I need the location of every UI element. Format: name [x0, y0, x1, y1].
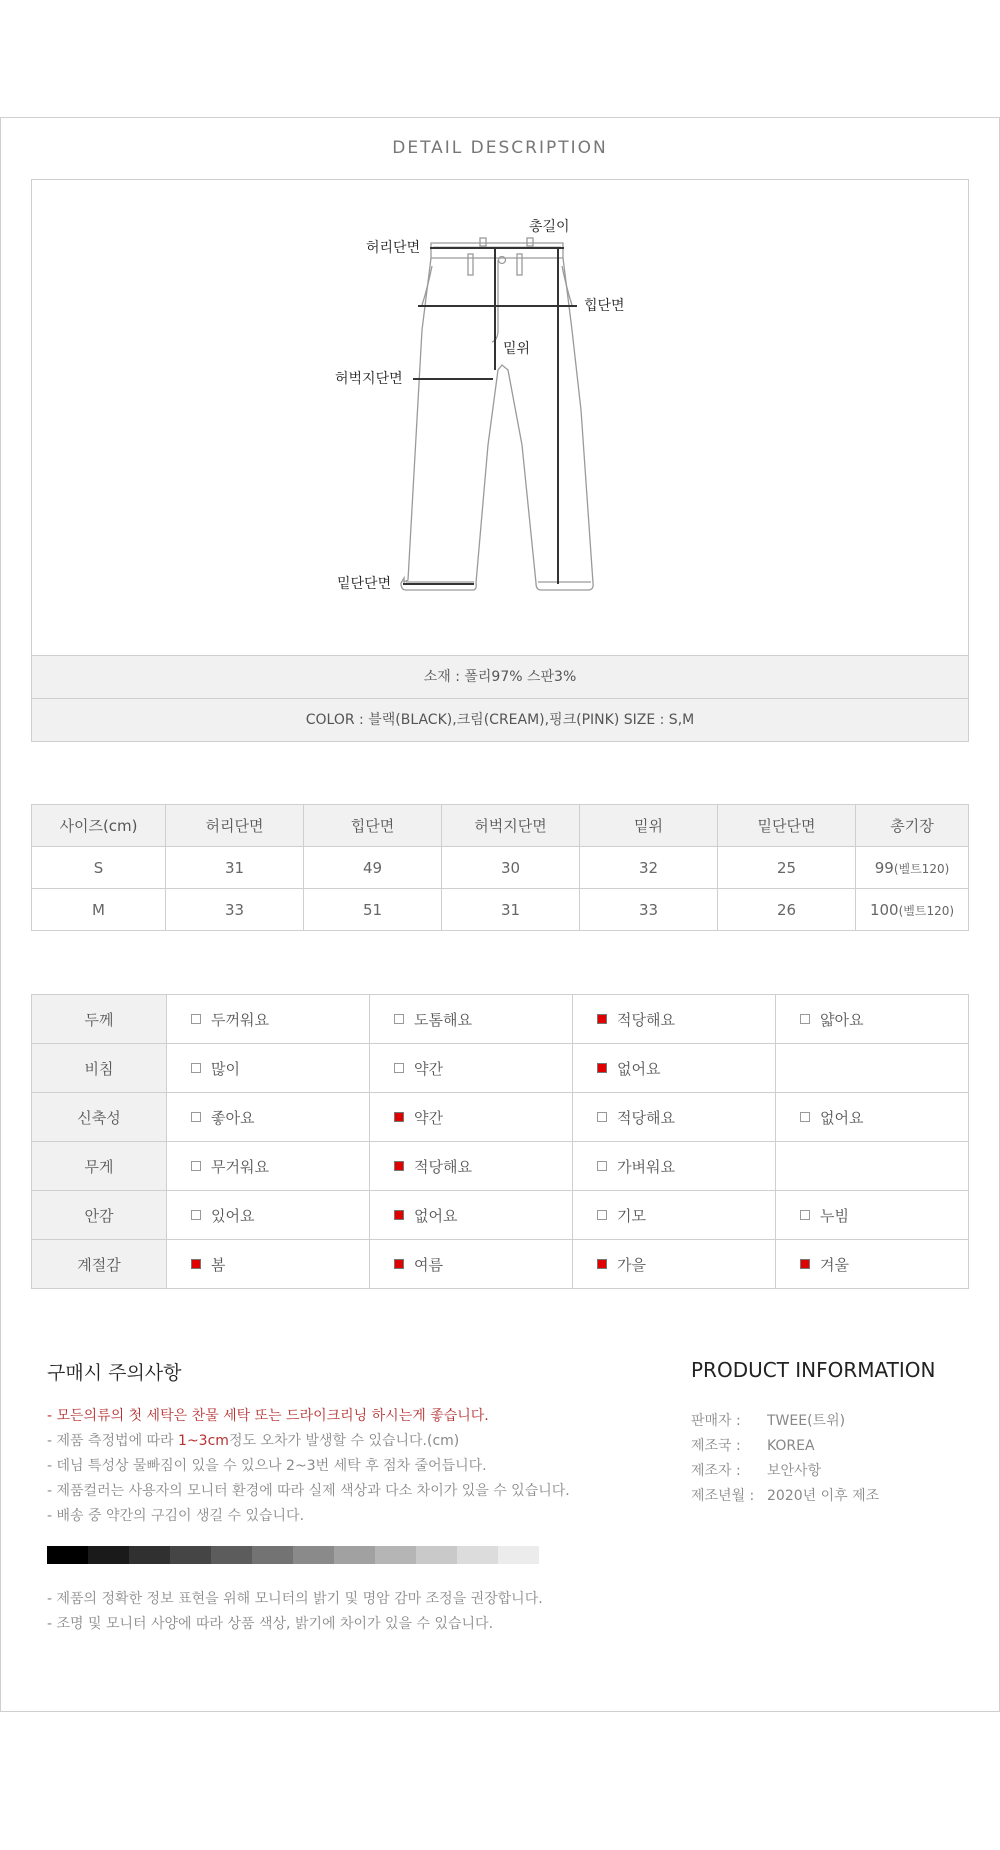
thigh-cell: 30 [442, 847, 580, 889]
rise-label: 밑위 [503, 341, 531, 357]
material-row: 소재 : 폴리97% 스판3% [32, 655, 968, 698]
color-size-row: COLOR : 블랙(BLACK),크림(CREAM),핑크(PINK) SIZE : S,M [32, 698, 968, 741]
unchecked-box-icon [191, 1112, 201, 1122]
waist-label: 허리단면 [366, 240, 421, 256]
gray-swatch [416, 1546, 457, 1564]
feel-option-label: 여름 [414, 1255, 443, 1274]
feel-option-cell [776, 1142, 969, 1191]
feel-option-cell [776, 995, 969, 1044]
feel-option-cell [573, 1191, 776, 1240]
total-length-label: 총길이 [529, 219, 570, 235]
unchecked-box-icon [597, 1112, 607, 1122]
feel-option-label: 도톰해요 [414, 1010, 472, 1029]
pants-waistband [431, 243, 563, 258]
feel-row [32, 1191, 969, 1240]
unchecked-box-icon [191, 1063, 201, 1073]
checked-box-icon [800, 1259, 810, 1269]
gray-swatch [211, 1546, 252, 1564]
feel-option-cell [167, 1240, 370, 1289]
feel-option-label: 얇아요 [820, 1010, 864, 1029]
notice-line: - 제품의 정확한 정보 표현을 위해 모니터의 밝기 및 명암 감마 조정을 권장합니다. [47, 1591, 543, 1607]
notice-line: - 조명 및 모니터 사양에 따라 상품 색상, 밝기에 차이가 있을 수 있습니다. [47, 1616, 494, 1632]
hem-label: 밑단단면 [337, 576, 392, 592]
feel-option-label: 적당해요 [617, 1108, 675, 1127]
length-note: (벨트120) [893, 861, 950, 876]
hip-cell: 49 [304, 847, 442, 889]
info-key: 판매자 : [691, 1413, 741, 1429]
notice-line: - 배송 중 약간의 구김이 생길 수 있습니다. [47, 1508, 305, 1524]
notice-line-text: - 제품 측정법에 따라 [47, 1433, 179, 1449]
feel-option-label: 좋아요 [211, 1108, 255, 1127]
thigh-cell: 31 [442, 889, 580, 931]
info-key: 제조년월 : [691, 1488, 755, 1504]
length-cell [856, 889, 969, 931]
gray-swatch [252, 1546, 293, 1564]
feel-option-cell [776, 1240, 969, 1289]
feel-option-cell [776, 1044, 969, 1093]
length-note: (벨트120) [898, 903, 955, 918]
gray-swatch [47, 1546, 88, 1564]
pants-outline [401, 258, 593, 590]
feel-option-label: 겨울 [820, 1255, 849, 1274]
gray-swatch [170, 1546, 211, 1564]
rise-cell: 33 [580, 889, 718, 931]
info-value: 2020년 이후 제조 [767, 1488, 880, 1504]
size-table-header [32, 805, 969, 847]
info-value: KOREA [767, 1438, 815, 1454]
feel-option-cell [167, 1044, 370, 1093]
length-cell [856, 847, 969, 889]
unchecked-box-icon [191, 1161, 201, 1171]
unchecked-box-icon [800, 1112, 810, 1122]
waist-cell: 33 [166, 889, 304, 931]
feel-row [32, 1240, 969, 1289]
gray-swatch [457, 1546, 498, 1564]
hip-label: 힙단면 [584, 298, 625, 314]
length-value: 100 [869, 900, 899, 919]
size-header-cell: 총기장 [856, 805, 969, 847]
unchecked-box-icon [394, 1063, 404, 1073]
feel-label: 비침 [32, 1044, 167, 1093]
feel-label: 무게 [32, 1142, 167, 1191]
unchecked-box-icon [191, 1014, 201, 1024]
size-header-cell: 허리단면 [166, 805, 304, 847]
feel-option-label: 두꺼워요 [211, 1010, 269, 1029]
size-table [31, 804, 969, 931]
feel-row [32, 995, 969, 1044]
unchecked-box-icon [191, 1210, 201, 1220]
feel-option-cell [573, 995, 776, 1044]
checked-box-icon [597, 1063, 607, 1073]
feel-option-label: 기모 [617, 1206, 646, 1225]
info-key: 제조자 : [691, 1463, 741, 1479]
size-cell: M [32, 889, 166, 931]
unchecked-box-icon [800, 1014, 810, 1024]
product-info-row [691, 1410, 845, 1430]
unchecked-box-icon [597, 1210, 607, 1220]
feel-option-label: 많이 [211, 1059, 240, 1078]
feel-row [32, 1093, 969, 1142]
feel-option-cell [370, 1142, 573, 1191]
gray-swatch [498, 1546, 539, 1564]
feel-label: 두께 [32, 995, 167, 1044]
gray-swatch [375, 1546, 416, 1564]
feel-option-label: 없어요 [820, 1108, 864, 1127]
notice-line: - 모든의류의 첫 세탁은 찬물 세탁 또는 드라이크리닝 하시는게 좋습니다. [47, 1408, 489, 1424]
feel-option-label: 약간 [414, 1059, 443, 1078]
feel-option-cell [573, 1044, 776, 1093]
gray-swatch [129, 1546, 170, 1564]
feel-option-label: 누빔 [820, 1206, 849, 1225]
notice-line: - 데님 특성상 물빠짐이 있을 수 있으나 2~3번 세탁 후 점차 줄어듭니다. [47, 1458, 487, 1474]
notice-highlight: 1~3cm [178, 1433, 229, 1449]
notice-line [47, 1430, 459, 1450]
gray-scale-bar [47, 1546, 539, 1564]
feel-option-cell [573, 1142, 776, 1191]
hem-cell: 26 [718, 889, 856, 931]
feel-option-cell [167, 1093, 370, 1142]
feel-option-label: 적당해요 [617, 1010, 675, 1029]
fabric-feel-table [31, 994, 969, 1289]
feel-option-cell [167, 1191, 370, 1240]
feel-option-cell [776, 1191, 969, 1240]
size-cell: S [32, 847, 166, 889]
table-row [32, 889, 969, 931]
size-header-cell: 힙단면 [304, 805, 442, 847]
unchecked-box-icon [394, 1014, 404, 1024]
info-key: 제조국 : [691, 1438, 741, 1454]
rise-cell: 32 [580, 847, 718, 889]
table-row [32, 847, 969, 889]
feel-option-cell [573, 1093, 776, 1142]
feel-label: 안감 [32, 1191, 167, 1240]
info-value: 보안사항 [767, 1463, 822, 1479]
feel-option-cell [370, 995, 573, 1044]
checked-box-icon [191, 1259, 201, 1269]
feel-row [32, 1142, 969, 1191]
product-info-row [691, 1485, 879, 1505]
feel-option-cell [370, 1044, 573, 1093]
checked-box-icon [394, 1112, 404, 1122]
feel-option-label: 있어요 [211, 1206, 255, 1225]
feel-option-cell [167, 995, 370, 1044]
feel-option-cell [370, 1240, 573, 1289]
unchecked-box-icon [800, 1210, 810, 1220]
notice-line-text: 정도 오차가 발생할 수 있습니다.(cm) [228, 1433, 460, 1449]
feel-option-label: 없어요 [414, 1206, 458, 1225]
unchecked-box-icon [597, 1161, 607, 1171]
notice-line: - 제품컬러는 사용자의 모니터 환경에 따라 실제 색상과 다소 차이가 있을 수 있습니다. [47, 1483, 570, 1499]
checked-box-icon [597, 1259, 607, 1269]
size-diagram-box [31, 179, 969, 742]
feel-option-cell [370, 1093, 573, 1142]
waist-cell: 31 [166, 847, 304, 889]
checked-box-icon [597, 1014, 607, 1024]
notice-title: 구매시 주의사항 [47, 1362, 182, 1384]
feel-option-label: 없어요 [617, 1059, 661, 1078]
size-header-cell: 밑위 [580, 805, 718, 847]
gray-swatch [88, 1546, 129, 1564]
feel-row [32, 1044, 969, 1093]
thigh-label: 허벅지단면 [335, 371, 403, 387]
gray-swatch [334, 1546, 375, 1564]
feel-option-cell [167, 1142, 370, 1191]
size-header-cell: 허벅지단면 [442, 805, 580, 847]
checked-box-icon [394, 1161, 404, 1171]
gray-swatch [293, 1546, 334, 1564]
feel-label: 계절감 [32, 1240, 167, 1289]
section-heading: DETAIL DESCRIPTION [392, 138, 608, 158]
feel-option-label: 가을 [617, 1255, 646, 1274]
feel-option-label: 봄 [211, 1255, 226, 1274]
length-value: 99 [874, 858, 894, 877]
feel-label: 신축성 [32, 1093, 167, 1142]
checked-box-icon [394, 1259, 404, 1269]
feel-option-cell [776, 1093, 969, 1142]
pants-diagram [32, 180, 968, 655]
hem-cell: 25 [718, 847, 856, 889]
feel-option-label: 약간 [414, 1108, 443, 1127]
product-info-row [691, 1460, 821, 1480]
product-info-row [691, 1435, 815, 1455]
feel-option-label: 적당해요 [414, 1157, 472, 1176]
feel-option-cell [573, 1240, 776, 1289]
feel-option-cell [370, 1191, 573, 1240]
size-header-cell: 밑단단면 [718, 805, 856, 847]
info-value: TWEE(트위) [767, 1413, 846, 1429]
product-info-title: PRODUCT INFORMATION [691, 1358, 936, 1382]
size-header-cell: 사이즈(cm) [32, 805, 166, 847]
feel-option-label: 가벼워요 [617, 1157, 675, 1176]
feel-option-label: 무거워요 [211, 1157, 269, 1176]
checked-box-icon [394, 1210, 404, 1220]
hip-cell: 51 [304, 889, 442, 931]
